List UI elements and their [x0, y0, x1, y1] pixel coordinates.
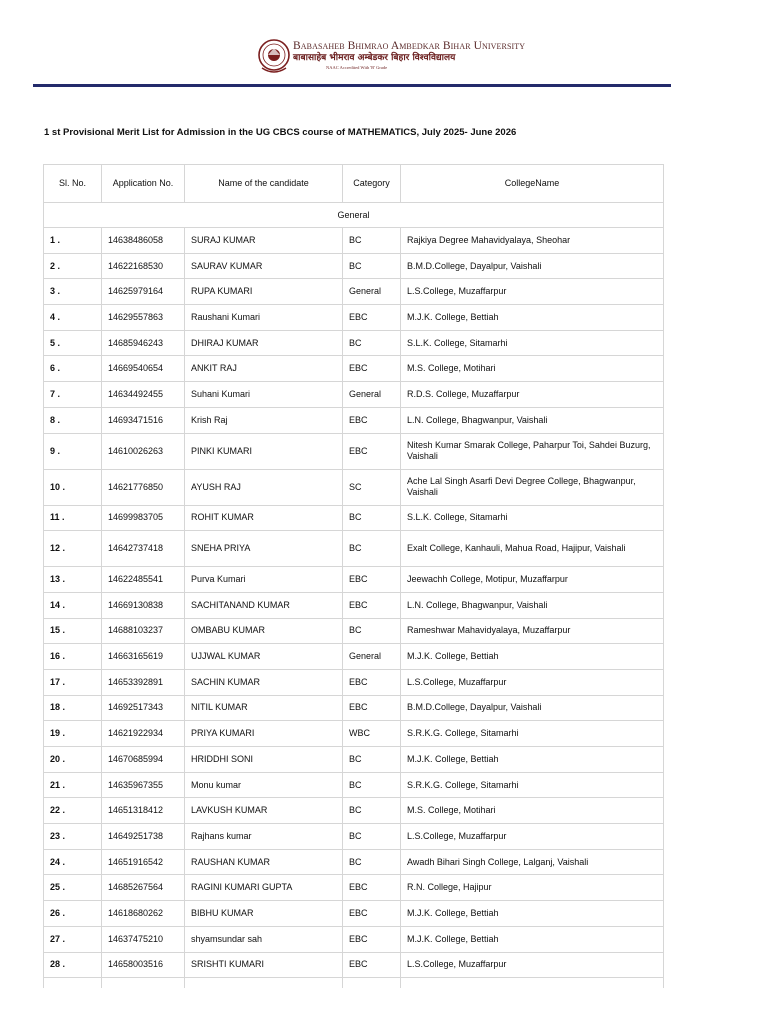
table-row	[44, 875, 664, 901]
table-row	[44, 618, 664, 644]
candidate-name-cell: Rajhans kumar	[185, 824, 343, 850]
sl-cell: 26 .	[44, 901, 102, 927]
application-no-cell: 14629557863	[102, 305, 185, 331]
candidate-name-cell: AYUSH RAJ	[185, 469, 343, 505]
candidate-name-cell: SURAJ KUMAR	[185, 228, 343, 254]
table-row	[44, 433, 664, 469]
sl-cell: 27 .	[44, 926, 102, 952]
candidate-name-cell: RAGINI KUMARI GUPTA	[185, 875, 343, 901]
category-cell: General	[343, 382, 401, 408]
college-name-cell: S.R.K.G. College, Sitamarhi	[401, 721, 664, 747]
table-row	[44, 469, 664, 505]
merit-list-table	[43, 164, 664, 988]
candidate-name-cell: SNEHA PRIYA	[185, 531, 343, 567]
application-no-cell: 14621922934	[102, 721, 185, 747]
sl-cell: 21 .	[44, 772, 102, 798]
candidate-name-cell: PRIYA KUMARI	[185, 721, 343, 747]
category-cell: EBC	[343, 669, 401, 695]
category-cell: BC	[343, 228, 401, 254]
sl-cell: 5 .	[44, 330, 102, 356]
category-cell: EBC	[343, 926, 401, 952]
application-no-cell: 14693471516	[102, 407, 185, 433]
college-name-cell: L.S.College, Muzaffarpur	[401, 824, 664, 850]
sl-cell: 15 .	[44, 618, 102, 644]
category-cell: BC	[343, 531, 401, 567]
candidate-name-cell: LAVKUSH KUMAR	[185, 798, 343, 824]
table-row-continued	[44, 978, 664, 989]
college-name-cell: B.M.D.College, Dayalpur, Vaishali	[401, 253, 664, 279]
sl-cell: 10 .	[44, 469, 102, 505]
college-name-cell: M.J.K. College, Bettiah	[401, 926, 664, 952]
table-row	[44, 695, 664, 721]
header-divider	[33, 84, 671, 87]
category-cell: EBC	[343, 695, 401, 721]
category-cell: General	[343, 279, 401, 305]
category-cell: WBC	[343, 721, 401, 747]
sl-cell: 28 .	[44, 952, 102, 978]
candidate-name-cell: ROHIT KUMAR	[185, 505, 343, 531]
application-no-cell: 14692517343	[102, 695, 185, 721]
candidate-name-cell: UJJWAL KUMAR	[185, 644, 343, 670]
application-no-cell: 14663165619	[102, 644, 185, 670]
college-name-cell: S.R.K.G. College, Sitamarhi	[401, 772, 664, 798]
application-no-cell: 14651916542	[102, 849, 185, 875]
application-no-cell: 14688103237	[102, 618, 185, 644]
table-row	[44, 952, 664, 978]
college-name-cell: Rajkiya Degree Mahavidyalaya, Sheohar	[401, 228, 664, 254]
table-row	[44, 330, 664, 356]
candidate-name-cell: SACHITANAND KUMAR	[185, 592, 343, 618]
application-no-cell: 14625979164	[102, 279, 185, 305]
college-name-cell: Jeewachh College, Motipur, Muzaffarpur	[401, 567, 664, 593]
empty-cell	[343, 978, 401, 989]
empty-cell	[185, 978, 343, 989]
table-row	[44, 669, 664, 695]
table-header-row	[44, 165, 664, 203]
column-header-category: Category	[343, 165, 401, 203]
sl-cell: 4 .	[44, 305, 102, 331]
category-cell: BC	[343, 505, 401, 531]
application-no-cell: 14622485541	[102, 567, 185, 593]
candidate-name-cell: ANKIT RAJ	[185, 356, 343, 382]
category-cell: EBC	[343, 901, 401, 927]
sl-cell: 13 .	[44, 567, 102, 593]
sl-cell: 23 .	[44, 824, 102, 850]
table-row	[44, 531, 664, 567]
sl-cell: 24 .	[44, 849, 102, 875]
table-row	[44, 926, 664, 952]
application-no-cell: 14621776850	[102, 469, 185, 505]
sl-cell: 8 .	[44, 407, 102, 433]
application-no-cell: 14651318412	[102, 798, 185, 824]
category-cell: General	[343, 644, 401, 670]
college-name-cell: Rameshwar Mahavidyalaya, Muzaffarpur	[401, 618, 664, 644]
college-name-cell: L.S.College, Muzaffarpur	[401, 279, 664, 305]
category-cell: EBC	[343, 875, 401, 901]
application-no-cell: 14610026263	[102, 433, 185, 469]
application-no-cell: 14669540654	[102, 356, 185, 382]
table-row	[44, 592, 664, 618]
candidate-name-cell: BIBHU KUMAR	[185, 901, 343, 927]
college-name-cell: Exalt College, Kanhauli, Mahua Road, Hajipur, Vaishali	[401, 531, 664, 567]
college-name-cell: M.J.K. College, Bettiah	[401, 747, 664, 773]
group-label: General	[44, 203, 664, 228]
category-cell: EBC	[343, 592, 401, 618]
application-no-cell: 14634492455	[102, 382, 185, 408]
sl-cell: 16 .	[44, 644, 102, 670]
sl-cell: 25 .	[44, 875, 102, 901]
candidate-name-cell: SRISHTI KUMARI	[185, 952, 343, 978]
sl-cell: 7 .	[44, 382, 102, 408]
empty-cell	[102, 978, 185, 989]
application-no-cell: 14699983705	[102, 505, 185, 531]
table-row	[44, 772, 664, 798]
candidate-name-cell: Raushani Kumari	[185, 305, 343, 331]
college-name-cell: M.J.K. College, Bettiah	[401, 305, 664, 331]
application-no-cell: 14685946243	[102, 330, 185, 356]
candidate-name-cell: OMBABU KUMAR	[185, 618, 343, 644]
application-no-cell: 14685267564	[102, 875, 185, 901]
category-cell: BC	[343, 849, 401, 875]
candidate-name-cell: shyamsundar sah	[185, 926, 343, 952]
application-no-cell: 14658003516	[102, 952, 185, 978]
application-no-cell: 14637475210	[102, 926, 185, 952]
table-row	[44, 747, 664, 773]
college-name-cell: S.L.K. College, Sitamarhi	[401, 330, 664, 356]
table-row	[44, 356, 664, 382]
candidate-name-cell: RAUSHAN KUMAR	[185, 849, 343, 875]
column-header-college-name: CollegeName	[401, 165, 664, 203]
college-name-cell: Nitesh Kumar Smarak College, Paharpur Toi, Sahdei Buzurg, Vaishali	[401, 433, 664, 469]
category-cell: EBC	[343, 305, 401, 331]
sl-cell: 6 .	[44, 356, 102, 382]
category-cell: BC	[343, 330, 401, 356]
college-name-cell: M.J.K. College, Bettiah	[401, 901, 664, 927]
category-cell: BC	[343, 824, 401, 850]
table-row	[44, 644, 664, 670]
category-cell: EBC	[343, 567, 401, 593]
application-no-cell: 14669130838	[102, 592, 185, 618]
category-cell: BC	[343, 747, 401, 773]
college-name-cell: R.N. College, Hajipur	[401, 875, 664, 901]
category-cell: EBC	[343, 407, 401, 433]
table-row	[44, 849, 664, 875]
sl-cell: 2 .	[44, 253, 102, 279]
sl-cell: 3 .	[44, 279, 102, 305]
candidate-name-cell: Krish Raj	[185, 407, 343, 433]
table-row	[44, 279, 664, 305]
application-no-cell: 14618680262	[102, 901, 185, 927]
candidate-name-cell: PINKI KUMARI	[185, 433, 343, 469]
category-cell: EBC	[343, 356, 401, 382]
category-cell: BC	[343, 772, 401, 798]
table-row	[44, 253, 664, 279]
table-row	[44, 382, 664, 408]
application-no-cell: 14649251738	[102, 824, 185, 850]
candidate-name-cell: SAURAV KUMAR	[185, 253, 343, 279]
university-name-english: Babasaheb Bhimrao Ambedkar Bihar University	[293, 40, 526, 52]
empty-cell	[44, 978, 102, 989]
application-no-cell: 14622168530	[102, 253, 185, 279]
table-row	[44, 228, 664, 254]
college-name-cell: L.N. College, Bhagwanpur, Vaishali	[401, 407, 664, 433]
college-name-cell: L.S.College, Muzaffarpur	[401, 669, 664, 695]
university-seal-icon	[256, 38, 292, 76]
sl-cell: 14 .	[44, 592, 102, 618]
empty-cell	[401, 978, 664, 989]
table-row	[44, 824, 664, 850]
sl-cell: 12 .	[44, 531, 102, 567]
category-cell: EBC	[343, 952, 401, 978]
college-name-cell: S.L.K. College, Sitamarhi	[401, 505, 664, 531]
table-row	[44, 798, 664, 824]
sl-cell: 22 .	[44, 798, 102, 824]
candidate-name-cell: Suhani Kumari	[185, 382, 343, 408]
page-title: 1 st Provisional Merit List for Admission in the UG CBCS course of MATHEMATICS, July 2025- June 2026	[44, 127, 517, 138]
application-no-cell: 14638486058	[102, 228, 185, 254]
candidate-name-cell: NITIL KUMAR	[185, 695, 343, 721]
university-name-block	[293, 40, 526, 71]
college-name-cell: R.D.S. College, Muzaffarpur	[401, 382, 664, 408]
table-row	[44, 407, 664, 433]
sl-cell: 11 .	[44, 505, 102, 531]
sl-cell: 19 .	[44, 721, 102, 747]
table-row	[44, 721, 664, 747]
table-row	[44, 901, 664, 927]
sl-cell: 9 .	[44, 433, 102, 469]
accreditation-note: NAAC Accredited With 'B' Grade	[326, 65, 388, 70]
candidate-name-cell: HRIDDHI SONI	[185, 747, 343, 773]
table-row	[44, 305, 664, 331]
college-name-cell: Ache Lal Singh Asarfi Devi Degree College, Bhagwanpur, Vaishali	[401, 469, 664, 505]
college-name-cell: M.S. College, Motihari	[401, 798, 664, 824]
sl-cell: 18 .	[44, 695, 102, 721]
sl-cell: 20 .	[44, 747, 102, 773]
university-name-hindi: बाबासाहेब भीमराव अम्बेडकर बिहार विश्वविद्यालय	[293, 53, 456, 63]
table-row	[44, 567, 664, 593]
column-header-application-no: Application No.	[102, 165, 185, 203]
category-cell: BC	[343, 798, 401, 824]
column-header-sl-no: Sl. No.	[44, 165, 102, 203]
college-name-cell: M.J.K. College, Bettiah	[401, 644, 664, 670]
application-no-cell: 14670685994	[102, 747, 185, 773]
sl-cell: 1 .	[44, 228, 102, 254]
group-row	[44, 203, 664, 228]
college-name-cell: M.S. College, Motihari	[401, 356, 664, 382]
category-cell: BC	[343, 618, 401, 644]
sl-cell: 17 .	[44, 669, 102, 695]
candidate-name-cell: SACHIN KUMAR	[185, 669, 343, 695]
category-cell: EBC	[343, 433, 401, 469]
column-header-candidate-name: Name of the candidate	[185, 165, 343, 203]
application-no-cell: 14642737418	[102, 531, 185, 567]
candidate-name-cell: Monu kumar	[185, 772, 343, 798]
college-name-cell: B.M.D.College, Dayalpur, Vaishali	[401, 695, 664, 721]
college-name-cell: Awadh Bihari Singh College, Lalganj, Vaishali	[401, 849, 664, 875]
category-cell: BC	[343, 253, 401, 279]
category-cell: SC	[343, 469, 401, 505]
candidate-name-cell: Purva Kumari	[185, 567, 343, 593]
application-no-cell: 14635967355	[102, 772, 185, 798]
page-header	[0, 38, 768, 82]
college-name-cell: L.N. College, Bhagwanpur, Vaishali	[401, 592, 664, 618]
candidate-name-cell: RUPA KUMARI	[185, 279, 343, 305]
table-row	[44, 505, 664, 531]
candidate-name-cell: DHIRAJ KUMAR	[185, 330, 343, 356]
college-name-cell: L.S.College, Muzaffarpur	[401, 952, 664, 978]
application-no-cell: 14653392891	[102, 669, 185, 695]
